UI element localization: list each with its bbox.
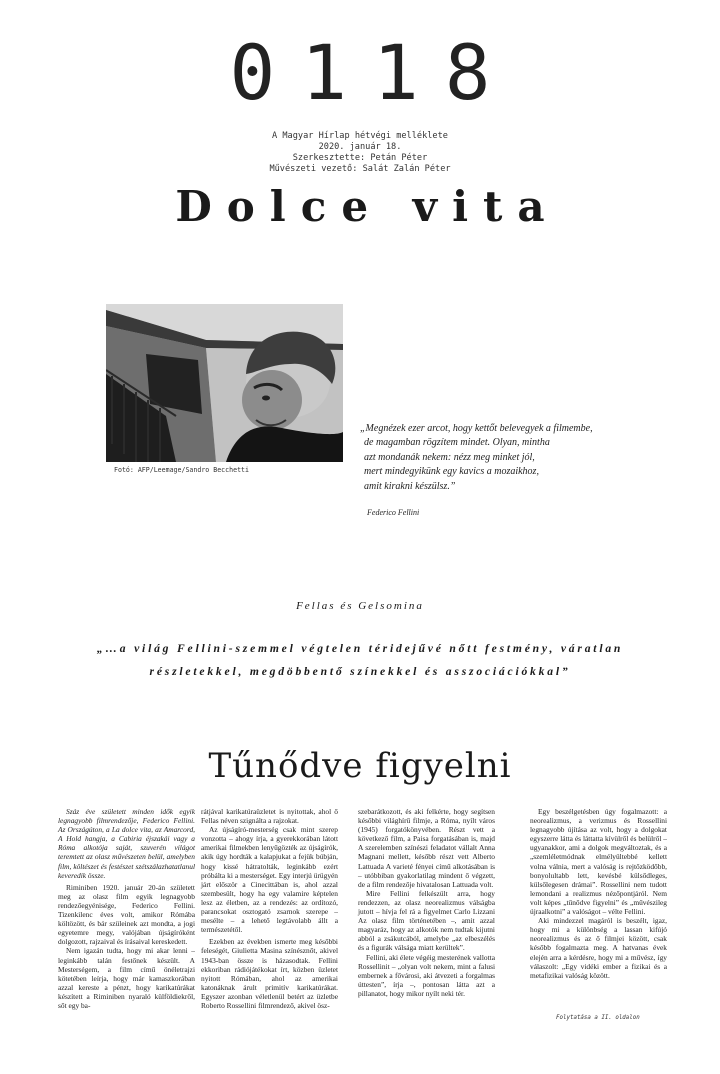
article-paragraph: Az újságíró-mesterség csak mint szerep vonzotta – ahogy írja, a gyerekkorában látott amerikai filmekben lenyűgözték az újságírók, akik úgy hordták a kalapjukat a fejük búbján, hogy kissé hátratolták, leginkább ezért próbálta ki a mesterséget. Egy interjú ürügyén járt először a Cinecittában is, ahol azzal szembesült, hogy ha egy valamire képtelen lesz az életben, az a rendezés: az ordítozó, parancsokat osztogató zsarnok szerepe – mesélte – a lehető legtávolabb állt a természetétől.: [201, 825, 338, 935]
article-paragraph: szebarátkozott, és aki felkérte, hogy segítsen későbbi világhírű filmje, a Róma, nyílt város (1945) forgatókönyvében. Részt vett a következő film, a Paisa forgatásában is, majd A szerelemben színészi feladatot vállalt Anna Magnani mellett, később részt vett Alberto Lattuada A varieté fényei című alkotásában is – utóbbiban gyakorlatilag mindent ő végzett, de a film rendezője hivatalosan Lattuada volt.: [358, 807, 495, 889]
main-title: Dolce vita: [175, 182, 560, 231]
article-paragraph: Nem igazán tudta, hogy mi akar lenni – leginkább talán festőnek készült. A Mesterségem, a film című önéletrajzi kötetében leírja, hogy már kamaszkorában azzal kereste a pénzt, hogy karikatúrákat készített a Riminiben nyaraló külföldiekről, sőt egy ba-: [58, 946, 195, 1010]
pull-quote-line: „…a világ Fellini-szemmel végtelen téridejűvé nőtt festmény, váratlan: [96, 642, 624, 655]
article-paragraph: Aki mindezzel magáról is beszélt, igaz, hogy mi a különbség a lassan kifújó neorealizmus és az ő filmjei között, csak később fogalmazta meg. A hatvanas évek elején arra a kérdésre, hogy mi a művész, így válaszolt: „Egy vidéki ember a fizikai és a metafizikai valóság között.: [530, 916, 667, 980]
article-column-1: [58, 807, 195, 1010]
quote-line: de magamban rögzítem mindet. Olyan, mintha: [364, 437, 550, 449]
masthead: [0, 131, 720, 175]
quote-line: „Megnézek ezer arcot, hogy kettőt belevegyek a filmembe,: [360, 423, 593, 434]
article-lead: Száz éve született minden idők egyik legnagyobb filmrendezője, Federico Fellini. Az Országúton, a La dolce vita, az Amarcord, A Hold hangja, a Cabiria éjszakái vagy a Róma alkotója saját, szuverén világot teremtett az olasz művészeten belül, amelyben film, költészet és festészet szétszálazhatatlanul keveredik össze.: [58, 807, 195, 880]
article-paragraph: Riminiben 1920. január 20-án született meg az olasz film egyik legnagyobb rendezőegyénisége, Federico Fellini. Tizenkilenc éves volt, amikor Rómába költözött, és bár szüleinek azt mondta, a jogi egyetemre megy, valójában újságíróként dolgozott, rajzaival és írásaival kereskedett.: [58, 882, 195, 947]
continued-note: Folytatása a II. oldalon: [556, 1015, 640, 1021]
quote-author: Federico Fellini: [367, 508, 420, 517]
portrait-photo: [106, 304, 343, 462]
fellini-quote: [360, 422, 690, 494]
section-kicker: Fellas és Gelsomina: [296, 600, 424, 612]
portrait-photo-illustration: [106, 304, 343, 462]
article-title: Tűnődve figyelni: [208, 746, 512, 786]
article-paragraph: Egy beszélgetésben úgy fogalmazott: a neorealizmus, a verizmus és Rossellini legnagyobb újítása az volt, hogy a dolgokat egyszerre látta és láttatta kívülről és belülről – ugyanakkor, ami a dolgok megváltoztak, és a „szemléletmódnak elmélyültebbé kellett volna válnia, mert a valóság is rejtőzködőbb, bonyolultabb lett, kevésbé külsődleges, külsőlegesen drámai”. Rossellini nem tudott lemondani a realizmus nézőpontjáról. Nem volt képes „tűnődve figyelni” és „művészileg újraalkotni” a valóságot – vélte Fellini.: [530, 807, 667, 917]
article-column-2: [201, 807, 338, 1010]
masthead-art-director: Művészeti vezető: Salát Zalán Péter: [269, 164, 451, 174]
pull-quote-line: részletekkel, megdöbbentő színekkel és asszociációkkal”: [149, 665, 571, 678]
quote-line: azt mondanák nekem: nézz meg minket jól,: [364, 451, 535, 463]
article-column-4: [530, 807, 667, 980]
article-paragraph: Fellini, aki élete végéig mesterének vallotta Rossellinit – „olyan volt nekem, mint a falusi embernek a fővárosi, aki átvezeti a forgalmas úttesten”, írja –, pontosan látta azt a pillanatot, hogy mikor nyílt neki tér.: [358, 952, 495, 998]
article-column-3: [358, 807, 495, 998]
article-paragraph: rátjával karikatúraüzletet is nyitottak, ahol ő Fellas néven szignálta a rajzokat.: [201, 807, 338, 826]
pull-quote: [30, 637, 690, 683]
article-paragraph: Ezekben az években ismerte meg későbbi feleségét, Giulietta Masina színésznőt, akivel 1943-ban össze is házasodtak. Fellini ekkoriban rádiójátékokat írt, közben üzletet nyitott Rómában, ahol az amerikai katonáknak árult primitív karikatúrákat. Egyszer azonban véletlenül betért az üzletbe Roberto Rossellini filmrendező, akivel ösz-: [201, 937, 338, 1010]
issue-number: 0118: [229, 28, 517, 117]
article-paragraph: Mire Fellini felkészült arra, hogy rendezzen, az olasz neorealizmus válságba jutott – hívja fel rá a figyelmet Carlo Lizzani Az olasz film történetében –, amit azzal magyaráz, hogy az alkotók nem tudtak kijutni abból a zsákutcából, amelybe „az elbeszélés és a figurák válsága miatt kerültek”.: [358, 888, 495, 953]
quote-line: mert mindegyikünk egy kavics a mozaikhoz,: [364, 466, 539, 478]
quote-line: amit kirakni készülsz.”: [364, 480, 456, 492]
photo-credit: Fotó: AFP/Leemage/Sandro Becchetti: [114, 466, 249, 474]
masthead-date: 2020. január 18.: [318, 142, 402, 152]
masthead-editor: Szerkesztette: Petán Péter: [292, 153, 428, 163]
masthead-publication: A Magyar Hírlap hétvégi melléklete: [272, 131, 448, 141]
